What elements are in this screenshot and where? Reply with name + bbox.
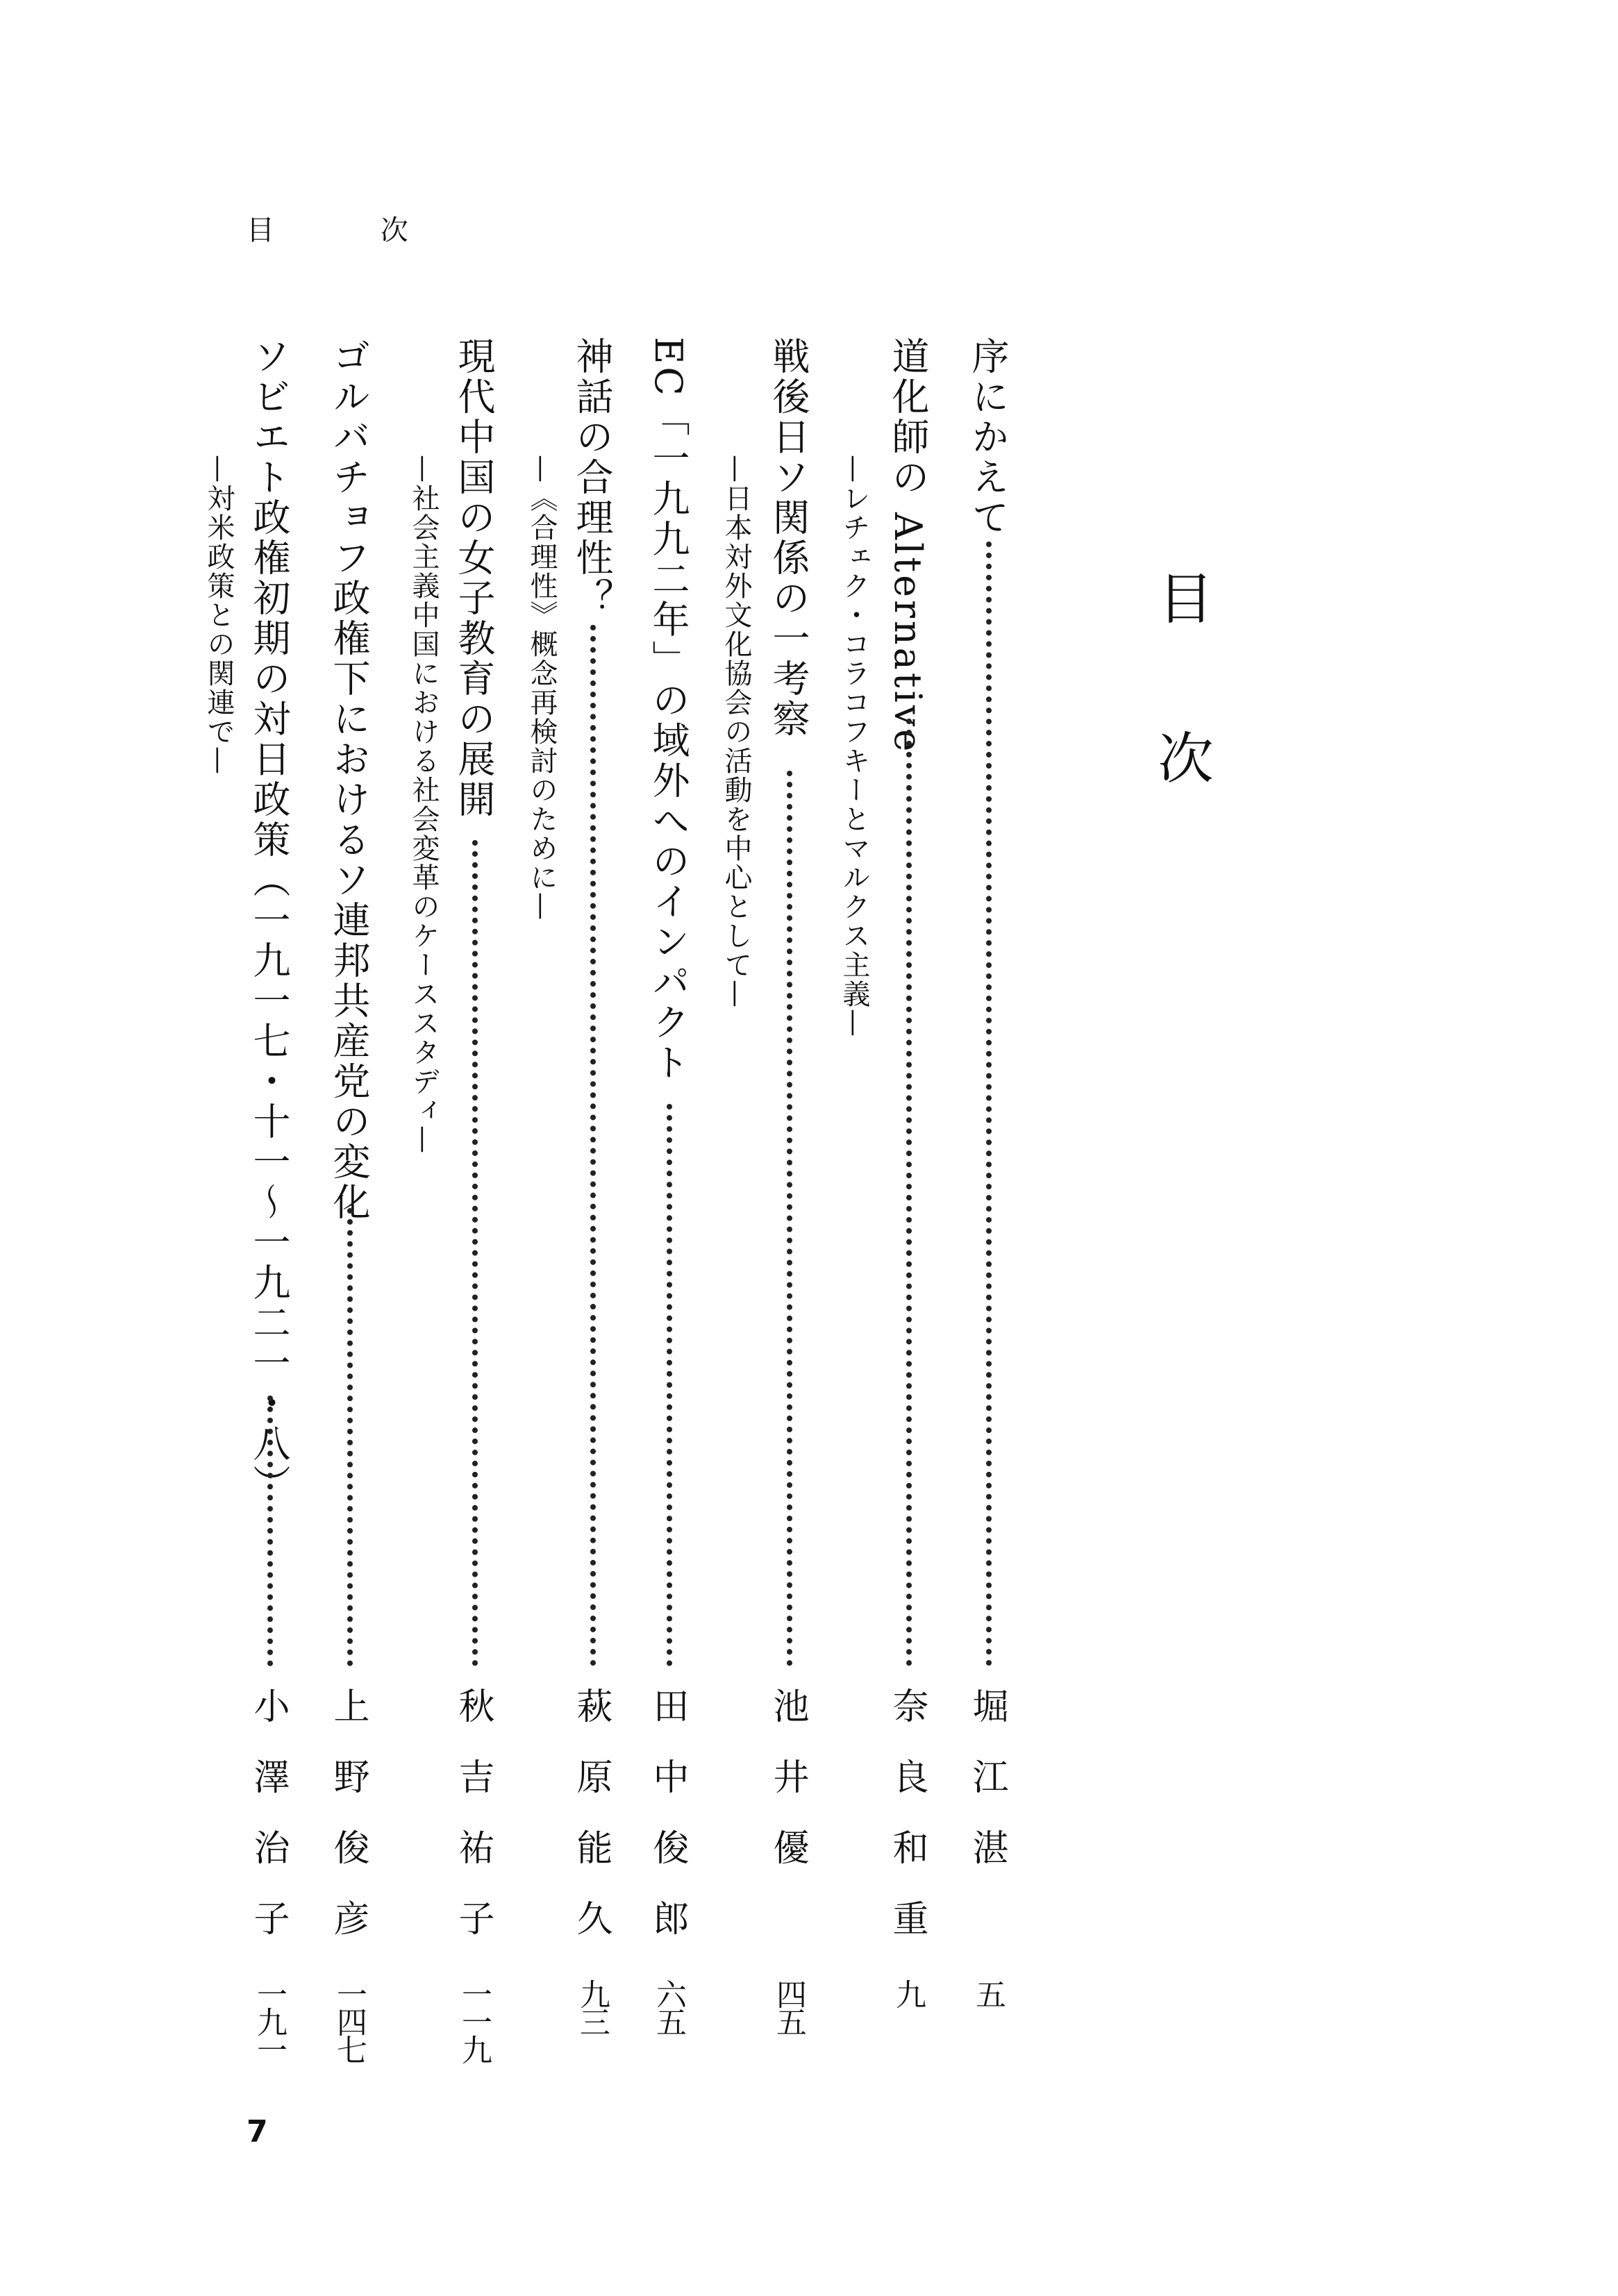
toc-entry-subtitle: —社会主義中国における社会変革のケーススタディ— — [408, 455, 440, 1155]
page-number: 7 — [247, 2114, 268, 2150]
toc-entry-title: 戦後日ソ関係の一考察 — [767, 337, 810, 739]
toc-leader-dots — [667, 1104, 672, 1666]
toc-entry-author: 池井優 — [767, 1687, 808, 1900]
toc-entry-title: ソビエト政権初期の対日政策（一九一七・十一〜一九二一・八） — [247, 337, 291, 1505]
toc-entry-author: 堀江湛 — [966, 1687, 1008, 1900]
toc-entry-page: 四五 — [771, 1979, 806, 2034]
toc-entry-author: 萩原能久 — [570, 1687, 612, 1970]
toc-entry-subtitle: —日本対外文化協会の活動を中心として— — [720, 455, 752, 1009]
toc-leader-dots — [906, 719, 912, 1666]
toc-leader-dots — [267, 1396, 273, 1666]
toc-entry-author: 奈良和重 — [886, 1687, 928, 1970]
toc-entry-title: 序にかえて — [966, 337, 1010, 538]
toc-leader-dots — [787, 771, 792, 1666]
toc-entry-page: 五 — [970, 1979, 1006, 2006]
toc-entry-author: 小澤治子 — [247, 1687, 289, 1970]
running-head: 目 次 — [247, 215, 457, 246]
toc-entry-title: 道化師の Alternative — [886, 337, 930, 755]
toc-entry-title: 神話の合理性？ — [570, 337, 614, 619]
toc-entry-title: ゴルバチョフ政権下におけるソ連邦共産党の変化 — [327, 337, 371, 1223]
toc-entry-subtitle: —レチェク・コラコフキーとマルクス主義— — [838, 455, 870, 1038]
toc-entry-page: 一四七 — [331, 1979, 367, 2062]
main-title: 目次 — [1149, 569, 1213, 889]
toc-entry-author: 秋吉祐子 — [452, 1687, 494, 1970]
toc-entry-page: 一九一 — [251, 1979, 287, 2062]
toc-leader-dots — [347, 1208, 353, 1666]
toc-entry-page: 九三 — [574, 1979, 610, 2034]
toc-entry-author: 田中俊郎 — [647, 1687, 688, 1970]
toc-entry-title: EC「一九九二年」の域外へのインパクト — [647, 337, 690, 1083]
toc-leader-dots — [986, 542, 992, 1666]
toc-entry-title: 現代中国の女子教育の展開 — [452, 337, 496, 820]
toc-entry-page: 一一九 — [456, 1979, 492, 2062]
toc-leader-dots — [590, 625, 596, 1666]
toc-entry-subtitle: —《合理性》概念再検討のために— — [526, 455, 558, 921]
toc-entry-page: 九 — [890, 1979, 926, 2006]
toc-entry-subtitle: —対米政策との関連で— — [203, 455, 235, 776]
toc-entry-page: 六五 — [651, 1979, 686, 2034]
toc-leader-dots — [472, 840, 478, 1666]
toc-entry-author: 上野俊彦 — [327, 1687, 369, 1970]
